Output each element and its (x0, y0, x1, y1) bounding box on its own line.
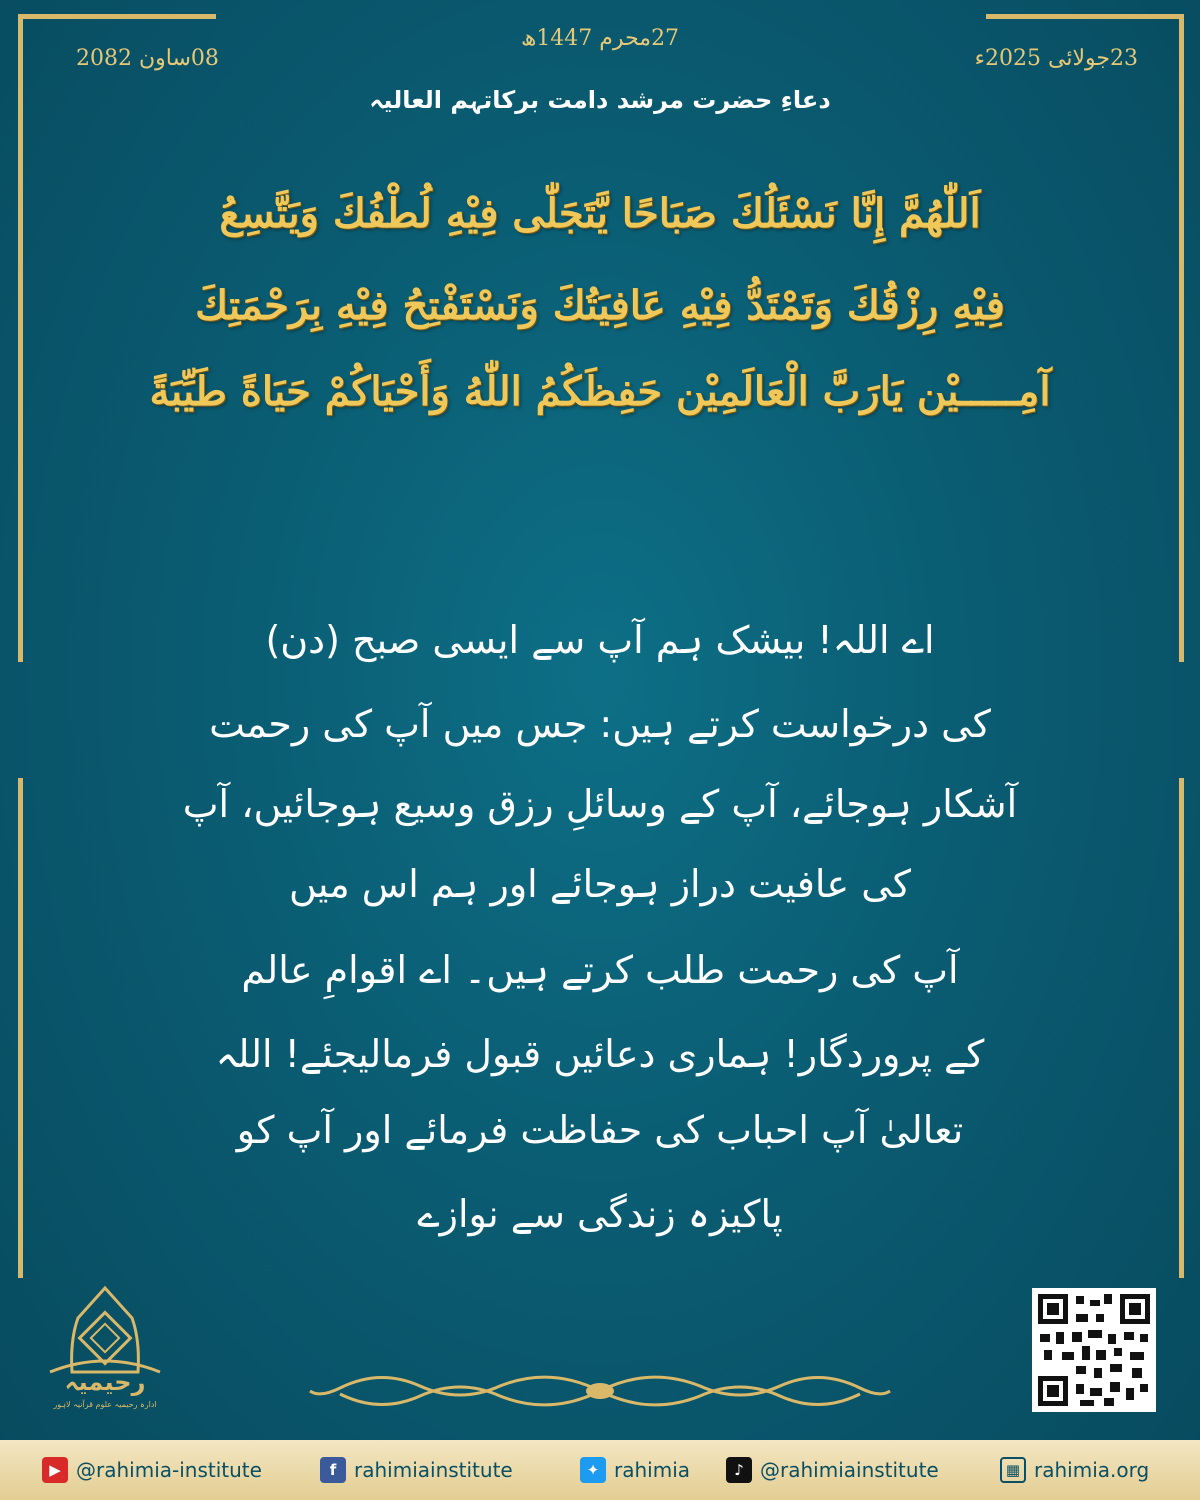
urdu-line-1: اے اللہ! بیشک ہم آپ سے ایسی صبح (دن) (265, 618, 935, 662)
website-url: rahimia.org (1034, 1458, 1150, 1482)
page-title: دعاءِ حضرت مرشد دامت برکاتہم العالیہ (369, 86, 831, 114)
urdu-line-2: کی درخواست کرتے ہیں: جس میں آپ کی رحمت (209, 702, 991, 746)
hijri-date: 27محرم 1447ھ (520, 26, 680, 51)
urdu-line-4: کی عافیت دراز ہوجائے اور ہم اس میں (288, 862, 911, 906)
twitter-handle: rahimia (614, 1458, 691, 1482)
frame-top-left (18, 14, 216, 19)
logo-name: رحیمیہ (64, 1368, 146, 1396)
website-link[interactable] (1000, 1456, 1149, 1484)
globe-icon: ▦ (1000, 1457, 1026, 1483)
urdu-line-8: پاکیزہ زندگی سے نوازے (417, 1192, 783, 1236)
gregorian-date: 23جولائی 2025ء (974, 46, 1138, 71)
urdu-line-5: آپ کی رحمت طلب کرتے ہیں۔ اے اقوامِ عالم (241, 948, 959, 992)
ornament-flourish (300, 1366, 900, 1416)
bikrami-date: 08ساون 2082 (76, 46, 219, 71)
logo-subtitle: ادارہ رحیمیہ علوم قرآنیہ لاہور (53, 1400, 157, 1409)
tiktok-handle: @rahimiainstitute (760, 1458, 939, 1482)
urdu-line-6: کے پروردگار! ہماری دعائیں قبول فرمالیجئے! اللہ (215, 1032, 985, 1076)
tiktok-link[interactable] (726, 1456, 939, 1484)
frame-right-bottom (1179, 778, 1184, 1278)
arabic-dua-line-1: اَللّٰهُمَّ إِنَّا نَسْئَلُكَ صَبَاحًا يَّتَجَلّٰى فِيْهِ لُطْفُكَ وَيَتَّسِعُ (219, 190, 981, 237)
logo-emblem (40, 1280, 170, 1415)
facebook-icon: f (320, 1457, 346, 1483)
arabic-dua-line-2: فِيْهِ رِزْقُكَ وَتَمْتَدُّ فِيْهِ عَافِيَتُكَ وَنَسْتَفْتِحُ فِيْهِ بِرَحْمَتِكَ (195, 282, 1005, 329)
youtube-handle: @rahimia-institute (76, 1458, 262, 1482)
frame-top-right (986, 14, 1184, 19)
footer-bar (0, 1440, 1200, 1500)
tiktok-icon: ♪ (726, 1457, 752, 1483)
twitter-link[interactable] (580, 1456, 690, 1484)
youtube-link[interactable] (42, 1456, 262, 1484)
urdu-line-7: تعالیٰ آپ احباب کی حفاظت فرمائے اور آپ کو (236, 1108, 964, 1152)
frame-left-bottom (18, 778, 23, 1278)
arabic-dua-line-3: آمِـــــيْن يَارَبَّ الْعَالَمِيْن حَفِظَكُمُ اللّٰهُ وَأَحْيَاكُمْ حَيَاةً طَيِّبَةً (149, 368, 1051, 415)
qr-code (1032, 1288, 1156, 1412)
facebook-handle: rahimiainstitute (354, 1458, 513, 1482)
facebook-link[interactable] (320, 1456, 513, 1484)
urdu-line-3: آشکار ہوجائے، آپ کے وسائلِ رزق وسیع ہوجائیں، آپ (182, 782, 1018, 826)
youtube-icon: ▶ (42, 1457, 68, 1483)
twitter-icon: ✦ (580, 1457, 606, 1483)
